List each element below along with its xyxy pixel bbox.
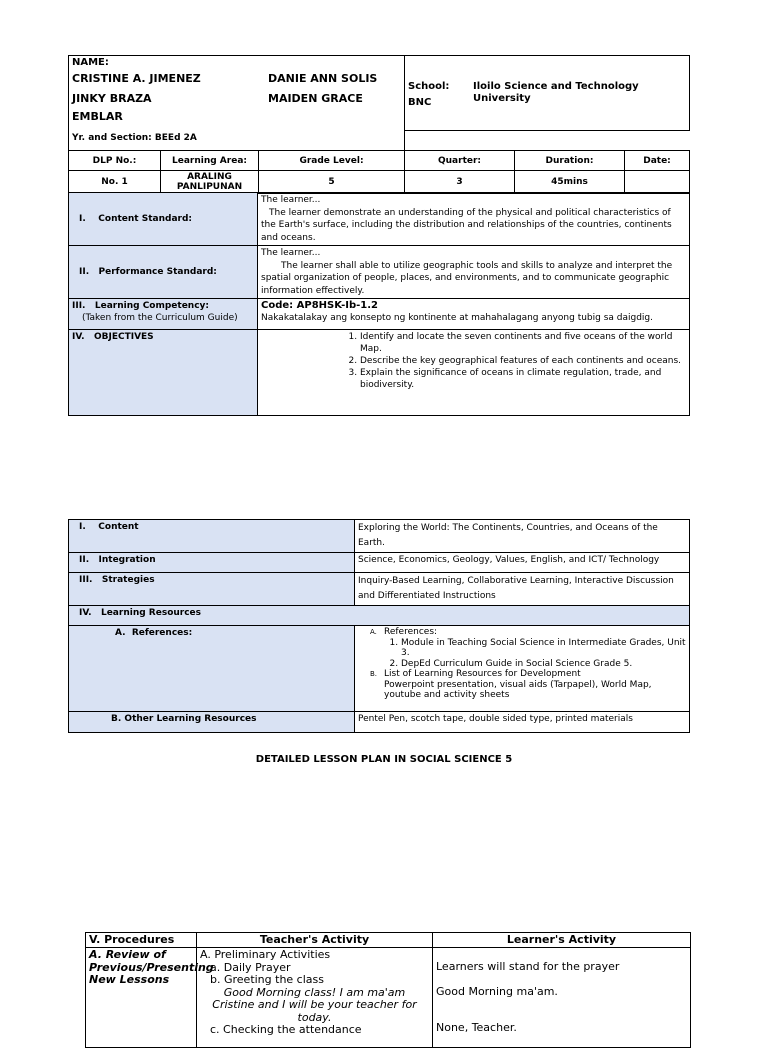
names-cell [69, 56, 405, 131]
daily-prayer: a. Daily Prayer [210, 960, 291, 974]
competency-text: Nakakatalakay ang konsepto ng kontinente at mahahalagang anyong tubig sa daigdig. [261, 313, 654, 323]
objective-item: 1. Identify and locate the seven continents and five oceans of the world Map. [360, 331, 686, 355]
school-value: Iloilo Science and Technology University [473, 81, 639, 104]
teacher-activity-header: Teacher's Activity [197, 933, 433, 948]
procedures-table [85, 932, 691, 1048]
objective-item: 3. Explain the significance of oceans in climate regulation, trade, and biodiversity. [360, 367, 686, 391]
name-1: CRISTINE A. JIMENEZ [72, 72, 201, 85]
other-resources-value: Pentel Pen, scotch tape, double sided type, printed materials [355, 712, 690, 733]
objective-item: 2. Describe the key geographical features of each continents and oceans. [360, 355, 686, 367]
strategies-label: III. Strategies [69, 573, 355, 606]
dlp-label: DLP No.: [69, 151, 161, 171]
quarter-label: Quarter: [405, 151, 515, 171]
other-resources-label: B. Other Learning Resources [69, 712, 355, 733]
date-label: Date: [625, 151, 690, 171]
integration-value: Science, Economics, Geology, Values, English, and ICT/ Technology [355, 553, 690, 573]
resources-label: IV. Learning Resources [69, 606, 690, 626]
references-cell [355, 626, 690, 712]
ref-b-marker: B. [370, 670, 378, 678]
date-value [625, 171, 690, 194]
duration-label: Duration: [515, 151, 625, 171]
performance-standard-label: II. Performance Standard: [69, 246, 258, 299]
objectives-cell [258, 330, 690, 416]
ref-item: 1. Module in Teaching Social Science in Intermediate Grades, Unit 3. [401, 638, 686, 659]
duration-value: 45mins [515, 171, 625, 194]
page-title: DETAILED LESSON PLAN IN SOCIAL SCIENCE 5 [255, 754, 513, 765]
grade-value: 5 [259, 171, 405, 194]
name-label: NAME: [72, 57, 109, 68]
content-standard-intro: The learner... [261, 195, 321, 205]
competency-code: Code: AP8HSK-Ib-1.2 [261, 300, 379, 311]
competency-cell [258, 299, 690, 330]
greeting-class: b. Greeting the class [210, 973, 324, 986]
area-label: Learning Area: [161, 151, 259, 171]
quarter-value: 3 [405, 171, 515, 194]
yr-section: Yr. and Section: BEEd 2A [69, 131, 405, 151]
name-4: MAIDEN GRACE [268, 92, 363, 105]
standards-table [68, 192, 690, 416]
ref-b-label: List of Learning Resources for Development [384, 669, 581, 679]
area-value: ARALING PANLIPUNAN [161, 171, 259, 194]
name-5: EMBLAR [72, 110, 123, 123]
performance-standard-cell [258, 246, 690, 299]
name-3: JINKY BRAZA [72, 92, 152, 105]
school-cell [405, 56, 690, 131]
performance-standard-intro: The learner... [261, 248, 321, 258]
content-label: I. Content [69, 520, 355, 553]
strategies-value: Inquiry-Based Learning, Collaborative Learning, Interactive Discussion and Differentiated Instructions [355, 573, 690, 606]
learner-greeting: Good Morning ma'am. [436, 984, 558, 998]
teacher-activity-cell [197, 948, 433, 1048]
learner-activity-header: Learner's Activity [433, 933, 691, 948]
learner-attendance: None, Teacher. [436, 1021, 517, 1034]
checking-attendance: c. Checking the attendance [210, 1023, 362, 1036]
objectives-label: IV. OBJECTIVES [69, 330, 258, 416]
empty-cell [405, 131, 690, 151]
ref-a-marker: A. [370, 628, 377, 636]
content-table [68, 519, 690, 733]
school-campus: BNC [408, 97, 432, 108]
content-standard-cell [258, 193, 690, 246]
greeting-text: Good Morning class! I am ma'am Cristine and I will be your teacher for today. [212, 985, 417, 1024]
ref-item: 2. DepEd Curriculum Guide in Social Science Grade 5. [401, 659, 686, 670]
prelim-activities: A. Preliminary Activities [200, 948, 331, 961]
learner-activity-cell [433, 948, 691, 1048]
content-standard-label: I. Content Standard: [69, 193, 258, 246]
procedure-step: A. Review of Previous/Presenting New Lessons [86, 948, 197, 1048]
integration-label: II. Integration [69, 553, 355, 573]
grade-label: Grade Level: [259, 151, 405, 171]
learner-prayer: Learners will stand for the prayer [436, 960, 620, 973]
header-table [68, 55, 690, 194]
competency-sub: (Taken from the Curriculum Guide) [82, 313, 238, 323]
competency-label-cell [69, 299, 258, 330]
content-value: Exploring the World: The Continents, Countries, and Oceans of the Earth. [355, 520, 690, 553]
school-label: School: [408, 81, 450, 92]
content-standard-text: The learner demonstrate an understanding of the physical and political characteristics of the Earth's surface, including the distribution and relationships of the countries, continents and oceans. [261, 207, 672, 243]
procedures-header: V. Procedures [86, 933, 197, 948]
competency-label: III. Learning Competency: [72, 301, 210, 311]
references-label: A. References: [69, 626, 355, 712]
ref-b-text: Powerpoint presentation, visual aids (Tarpapel), World Map, youtube and activity sheets [384, 679, 652, 700]
performance-standard-text: The learner shall able to utilize geographic tools and skills to analyze and interpret the spatial organization of people, places, and environments, and to communicate geographic information effectively. [261, 260, 673, 296]
ref-a-label: References: [384, 627, 438, 637]
name-2: DANIE ANN SOLIS [268, 72, 378, 85]
dlp-value: No. 1 [69, 171, 161, 194]
